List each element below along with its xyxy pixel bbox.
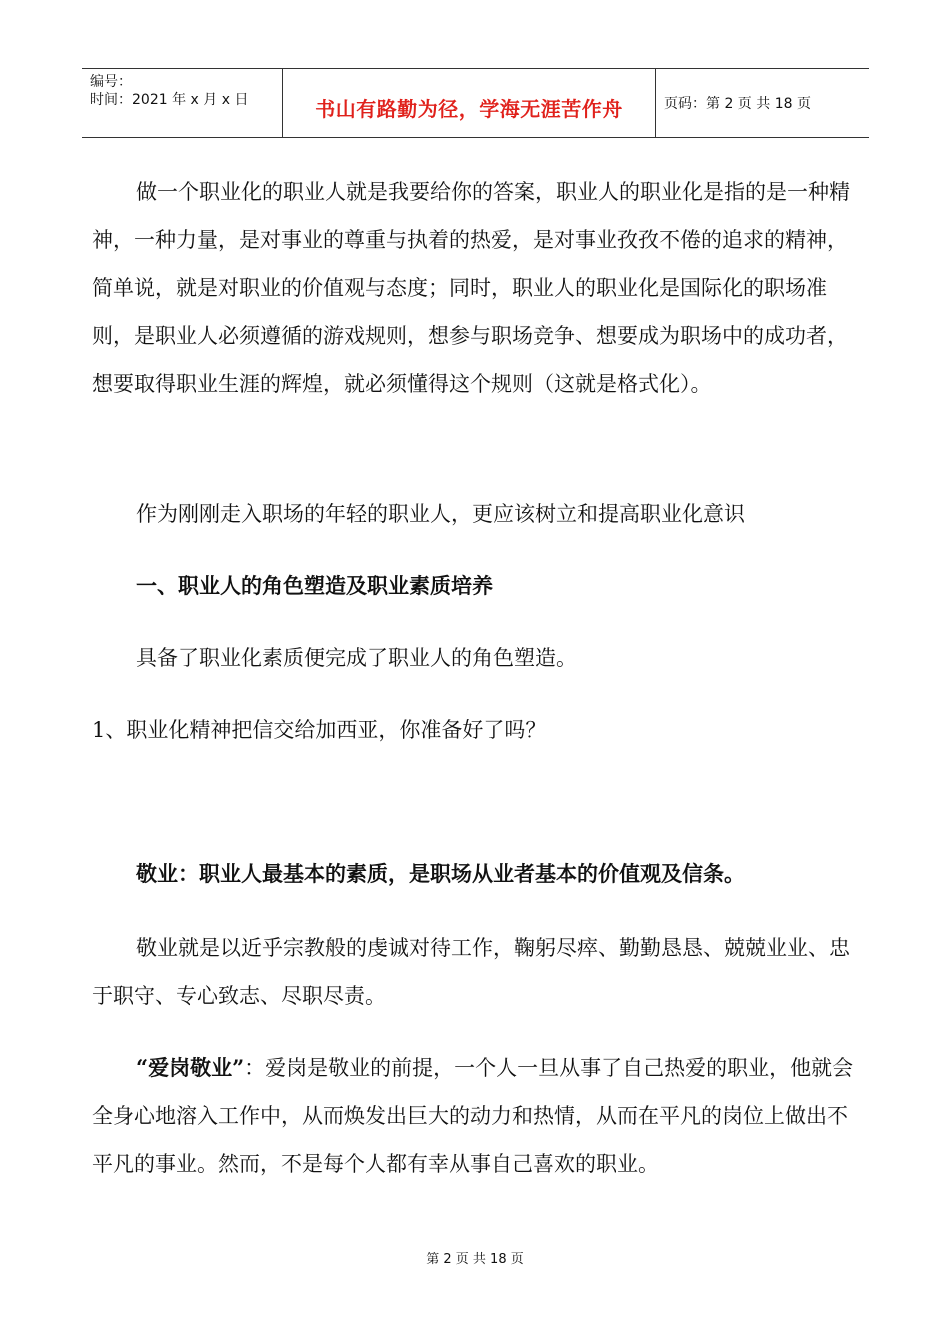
header-page-info: 页码：第 2 页 共 18 页 <box>664 96 811 112</box>
page-footer: 第 2 页 共 18 页 <box>426 1252 524 1267</box>
document-date: 时间：2021 年 x 月 x 日 <box>90 92 249 108</box>
header-page-cell <box>656 69 869 137</box>
document-header <box>82 68 869 138</box>
paragraph-dedication-definition: 敬业就是以近乎宗教般的虔诚对待工作，鞠躬尽瘁、勤勤恳恳、兢兢业业、忠于职守、专心致志、尽职尽责。 <box>92 936 850 1008</box>
paragraph-love-job <box>92 1044 862 1188</box>
paragraph-role-shaping: 具备了职业化素质便完成了职业人的角色塑造。 <box>136 646 577 670</box>
paragraph-young-professionals: 作为刚刚走入职场的年轻的职业人，更应该树立和提高职业化意识 <box>136 502 745 526</box>
header-motto-cell <box>282 69 656 137</box>
header-motto: 书山有路勤为径，学海无涯苦作舟 <box>315 97 623 121</box>
header-meta-cell <box>82 69 282 137</box>
paragraph-professionalism-definition: 做一个职业化的职业人就是我要给你的答案，职业人的职业化是指的是一种精神，一种力量，是对事业的尊重与执着的热爱，是对事业孜孜不倦的追求的精神，简单说，就是对职业的价值观与态度；同时，职业人的职业化是国际化的职场准则，是职业人必须遵循的游戏规则，想参与职场竞争、想要成为职场中的成功者，想要取得职业生涯的辉煌，就必须懂得这个规则（这就是格式化）。 <box>92 180 850 396</box>
document-number-label: 编号： <box>90 74 132 90</box>
bold-statement-dedication: 敬业：职业人最基本的素质，是职场从业者基本的价值观及信条。 <box>136 861 745 886</box>
term-love-job: “爱岗敬业” <box>136 1055 245 1080</box>
section-heading-role-shaping: 一、职业人的角色塑造及职业素质培养 <box>136 573 493 598</box>
list-item-1: 1、职业化精神把信交给加西亚，你准备好了吗？ <box>92 718 547 742</box>
paragraph-love-job-text: ：爱岗是敬业的前提，一个人一旦从事了自己热爱的职业，他就会全身心地溶入工作中，从而焕发出巨大的动力和热情，从而在平凡的岗位上做出不平凡的事业。然而，不是每个人都有幸从事自己喜欢的职业。 <box>92 1056 854 1176</box>
